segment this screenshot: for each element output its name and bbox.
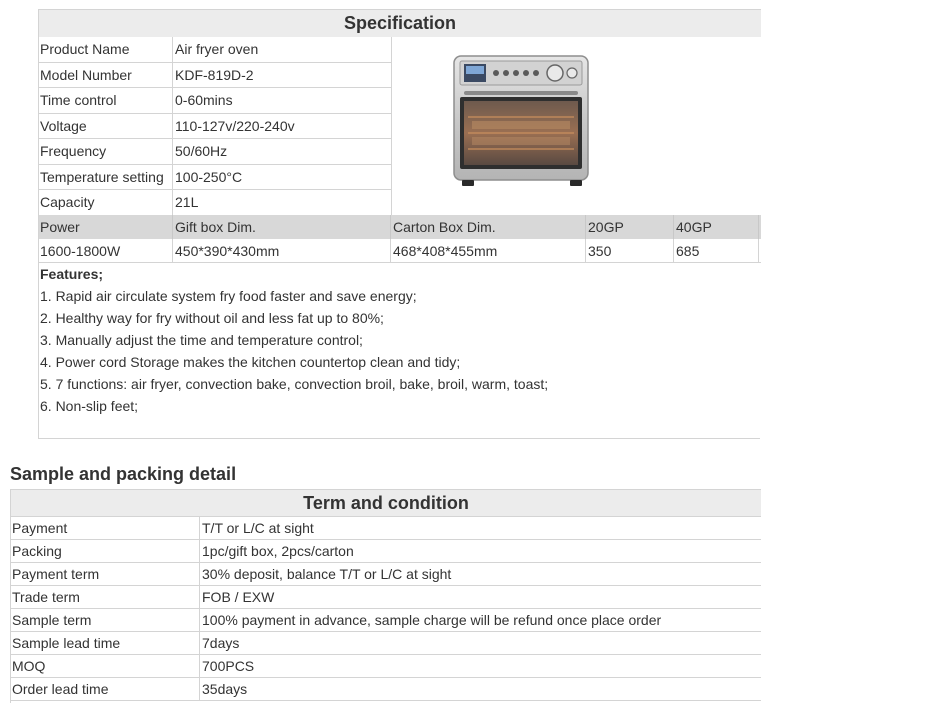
terms-table xyxy=(10,489,760,703)
term-row-moq xyxy=(11,655,761,678)
spec-value: 110-127v/220-240v xyxy=(175,117,295,134)
value-40gp: 685 xyxy=(676,243,700,259)
feature-item: 4. Power cord Storage makes the kitchen countertop clean and tidy; xyxy=(40,354,461,370)
power-table-header-row xyxy=(39,215,761,239)
term-row-packing xyxy=(11,540,761,563)
spec-row-temperature-setting xyxy=(39,165,391,191)
spec-label: Frequency xyxy=(40,143,107,159)
power-table-value-row xyxy=(39,239,761,263)
term-row-payment xyxy=(11,517,761,540)
term-row-sample-term xyxy=(11,609,761,632)
spec-row-voltage xyxy=(39,114,391,140)
features-title: Features; xyxy=(40,266,104,282)
term-label: Packing xyxy=(12,543,62,559)
sample-packing-heading: Sample and packing detail xyxy=(10,464,237,484)
value-carton-box-dim: 468*408*455mm xyxy=(393,243,498,259)
header-40gp: 40GP xyxy=(676,219,712,235)
terms-title: Term and condition xyxy=(11,489,761,517)
feature-item: 6. Non-slip feet; xyxy=(40,398,139,414)
spec-label: Temperature setting xyxy=(40,168,164,185)
specification-section xyxy=(38,9,760,439)
term-value: 700PCS xyxy=(202,658,255,674)
spec-row-capacity xyxy=(39,190,391,216)
spec-label: Capacity xyxy=(40,194,95,210)
term-value: 1pc/gift box, 2pcs/carton xyxy=(202,543,354,559)
term-value: T/T or L/C at sight xyxy=(202,520,314,536)
feature-item: 3. Manually adjust the time and temperature control; xyxy=(40,332,363,348)
value-power: 1600-1800W xyxy=(40,243,121,259)
spec-label: Time control xyxy=(40,92,117,108)
product-image xyxy=(391,37,761,215)
feature-item: 1. Rapid air circulate system fry food faster and save energy; xyxy=(40,288,417,304)
spec-row-product-name xyxy=(39,37,391,63)
spec-value: 21L xyxy=(175,194,199,210)
term-row-trade-term xyxy=(11,586,761,609)
specification-title: Specification xyxy=(39,9,761,37)
header-power: Power xyxy=(40,219,80,235)
term-value: FOB / EXW xyxy=(202,589,275,605)
spec-label: Product Name xyxy=(40,41,130,57)
value-20gp: 350 xyxy=(588,243,612,259)
term-label: Trade term xyxy=(12,589,80,605)
spec-row-model-number xyxy=(39,63,391,89)
air-fryer-oven-illustration xyxy=(392,37,762,215)
term-label: Payment term xyxy=(12,566,100,582)
term-label: Payment xyxy=(12,520,68,536)
term-value: 30% deposit, balance T/T or L/C at sight xyxy=(202,566,452,582)
term-label: Sample term xyxy=(12,612,92,628)
term-label: Order lead time xyxy=(12,681,109,697)
spec-row-frequency xyxy=(39,139,391,165)
spec-label: Model Number xyxy=(40,66,132,83)
header-20gp: 20GP xyxy=(588,219,624,235)
header-gift-box-dim: Gift box Dim. xyxy=(175,219,256,235)
value-gift-box-dim: 450*390*430mm xyxy=(175,243,280,259)
term-value: 100% payment in advance, sample charge will be refund once place order xyxy=(202,612,662,628)
term-value: 7days xyxy=(202,635,240,651)
term-label: Sample lead time xyxy=(12,635,121,651)
term-label: MOQ xyxy=(12,658,46,674)
feature-item: 2. Healthy way for fry without oil and less fat up to 80%; xyxy=(40,310,384,326)
spec-row-time-control xyxy=(39,88,391,114)
spec-value: 0-60mins xyxy=(175,92,233,108)
spec-value: 50/60Hz xyxy=(175,143,228,159)
term-row-sample-lead-time xyxy=(11,632,761,655)
term-row-order-lead-time xyxy=(11,678,761,701)
header-carton-box-dim: Carton Box Dim. xyxy=(393,219,496,235)
spec-value: 100-250°C xyxy=(175,168,243,185)
spec-label: Voltage xyxy=(40,117,87,134)
term-row-payment-term xyxy=(11,563,761,586)
spec-value: KDF-819D-2 xyxy=(175,66,254,83)
feature-item: 5. 7 functions: air fryer, convection bake, convection broil, bake, broil, warm, toast; xyxy=(40,376,549,392)
spec-value: Air fryer oven xyxy=(175,41,259,57)
term-value: 35days xyxy=(202,681,248,697)
